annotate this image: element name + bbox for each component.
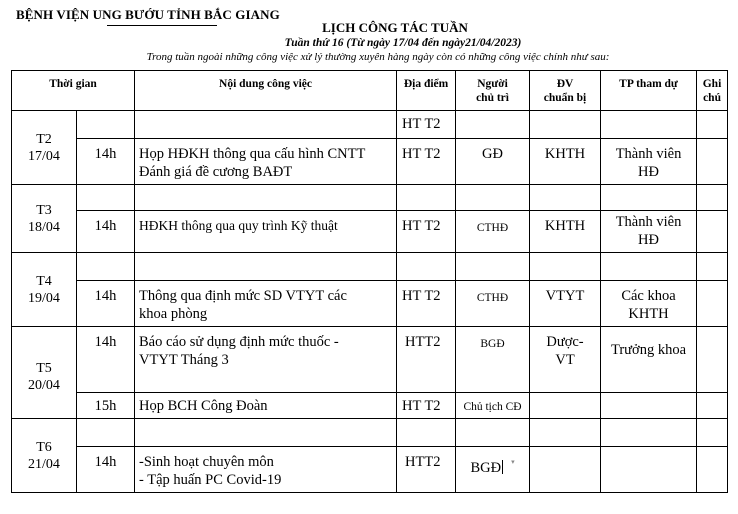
place-cell: HT T2 (397, 139, 456, 185)
empty-cell (397, 253, 456, 281)
notes-cell (697, 211, 728, 253)
place-cell: HT T2 (397, 211, 456, 253)
notes-cell (697, 447, 728, 493)
day-cell-t5: T5 20/04 (12, 327, 77, 419)
empty-cell (530, 111, 601, 139)
empty-cell (77, 419, 135, 447)
place-cell: HTT2 (397, 327, 456, 393)
notes-cell (697, 281, 728, 327)
empty-cell (77, 185, 135, 211)
empty-cell (601, 185, 697, 211)
place-cell: HT T2 (397, 393, 456, 419)
place-cell: HTT2 (397, 447, 456, 493)
empty-cell (697, 185, 728, 211)
empty-cell (530, 185, 601, 211)
unit-cell: KHTH (530, 139, 601, 185)
content-cell: Báo cáo sử dụng định mức thuốc - VTYT Tháng 3 (135, 327, 397, 393)
content-cell: Họp HĐKH thông qua cấu hình CNTT Đánh giá đề cương BAĐT (135, 139, 397, 185)
table-row (12, 393, 728, 419)
empty-cell (530, 419, 601, 447)
empty-cell (697, 253, 728, 281)
empty-cell (697, 419, 728, 447)
content-cell: Họp BCH Công Đoàn (135, 393, 397, 419)
week-subtitle: Tuần thứ 16 (Từ ngày 17/04 đến ngày21/04/2023) (284, 37, 522, 49)
host-cell: CTHĐ (456, 211, 530, 253)
header-host: Người chủ trì (456, 71, 530, 111)
table-row (12, 281, 728, 327)
content-cell: -Sinh hoạt chuyên môn - Tập huấn PC Covid-19 (135, 447, 397, 493)
time-cell: 14h (77, 447, 135, 493)
unit-cell: Dược- VT (530, 327, 601, 393)
table-row (12, 327, 728, 393)
host-cell: CTHĐ (456, 281, 530, 327)
attendees-cell: Thành viên HĐ (601, 211, 697, 253)
host-cell[interactable]: BGĐ ▾ (456, 447, 530, 493)
empty-cell (456, 111, 530, 139)
time-cell: 14h (77, 327, 135, 393)
header-unit: ĐV chuẩn bị (530, 71, 601, 111)
attendees-cell: Các khoa KHTH (601, 281, 697, 327)
intro-note: Trong tuần ngoài những công việc xử lý thường xuyên hàng ngày còn có những công việc chính như sau: (146, 51, 610, 63)
empty-cell (530, 253, 601, 281)
table-row (12, 211, 728, 253)
day-cell-t6: T6 21/04 (12, 419, 77, 493)
empty-cell (456, 419, 530, 447)
unit-cell (530, 447, 601, 493)
empty-cell (77, 253, 135, 281)
content-cell: Thông qua định mức SD VTYT các khoa phòng (135, 281, 397, 327)
empty-cell (601, 253, 697, 281)
table-row (12, 139, 728, 185)
table-row (12, 253, 728, 281)
day-cell-t3: T3 18/04 (12, 185, 77, 253)
header-content: Nội dung công việc (135, 71, 397, 111)
content-cell: HĐKH thông qua quy trình Kỹ thuật (135, 211, 397, 253)
time-cell: 14h (77, 139, 135, 185)
attendees-cell (601, 393, 697, 419)
header-time: Thời gian (12, 71, 135, 111)
empty-cell (697, 111, 728, 139)
time-cell: 14h (77, 281, 135, 327)
empty-cell (601, 419, 697, 447)
paste-options-icon[interactable]: ▾ (511, 458, 515, 466)
host-cell: GĐ (456, 139, 530, 185)
place-cell: HT T2 (397, 111, 456, 139)
unit-cell: KHTH (530, 211, 601, 253)
empty-cell (456, 253, 530, 281)
notes-cell (697, 393, 728, 419)
empty-cell (135, 419, 397, 447)
day-cell-t2: T2 17/04 (12, 111, 77, 185)
empty-cell (135, 185, 397, 211)
page-title: LỊCH CÔNG TÁC TUẦN (322, 20, 468, 35)
empty-cell (135, 253, 397, 281)
time-cell: 15h (77, 393, 135, 419)
attendees-cell (601, 447, 697, 493)
unit-cell: VTYT (530, 281, 601, 327)
attendees-cell: Thành viên HĐ (601, 139, 697, 185)
header-row (12, 71, 728, 111)
schedule-table (11, 70, 728, 493)
empty-cell (77, 111, 135, 139)
empty-cell (397, 419, 456, 447)
table-row (12, 185, 728, 211)
time-cell: 14h (77, 211, 135, 253)
empty-cell (397, 185, 456, 211)
attendees-cell: Trưởng khoa (601, 327, 697, 393)
host-cell: Chủ tịch CĐ (456, 393, 530, 419)
header-notes: Ghi chú (697, 71, 728, 111)
place-cell: HT T2 (397, 281, 456, 327)
unit-cell (530, 393, 601, 419)
table-row (12, 111, 728, 139)
day-cell-t4: T4 19/04 (12, 253, 77, 327)
notes-cell (697, 139, 728, 185)
table-row (12, 419, 728, 447)
organization-name: BỆNH VIỆN UNG BƯỚU TỈNH BẮC GIANG (16, 7, 280, 22)
table-row (12, 447, 728, 493)
host-cell: BGĐ (456, 327, 530, 393)
empty-cell (135, 111, 397, 139)
notes-cell (697, 327, 728, 393)
text-cursor (502, 460, 503, 474)
header-attendees: TP tham dự (601, 71, 697, 111)
empty-cell (456, 185, 530, 211)
empty-cell (601, 111, 697, 139)
header-place: Địa điểm (397, 71, 456, 111)
